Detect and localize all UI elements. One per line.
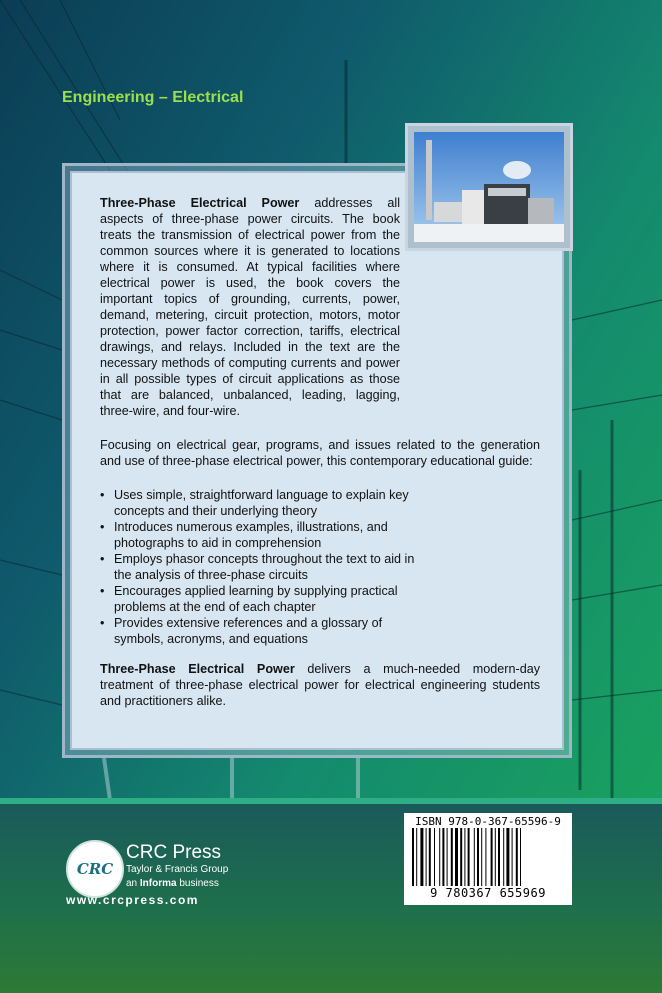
barcode-bar xyxy=(439,828,440,886)
list-item: • Provides extensive references and a glossary of symbols, acronyms, and equations xyxy=(100,615,434,647)
intro-title: Three-Phase Electrical Power xyxy=(100,196,300,210)
focus-paragraph: Focusing on electrical gear, programs, and issues related to the generation and use of three-phase electrical power, this contemporary educational guide: xyxy=(100,438,540,468)
barcode-bar xyxy=(468,828,470,886)
intro-body: addresses all aspects of three-phase power circuits. The book treats the transmission of electrical power from the common sources where it is generated to locations where it is consumed. At typical facilities where electrical power is used, the book covers the important topics of grounding, currents, power, demand, metering, circuit protection, motors, motor protection, power factor correction, tariffs, electrical drawings, and relays. Included in the text are the necessary methods of computing currents and power in all possible types of circuit applications as those that are balanced, unbalanced, leading, lagging, three-wire, and four-wire. xyxy=(100,196,400,418)
list-item: • Uses simple, straightforward language to explain key concepts and their underlying theory xyxy=(100,487,434,519)
closing-body: delivers a much-needed modern-day treatment of three-phase electrical power for electrical engineering students and practitioners alike. xyxy=(100,662,540,708)
isbn-label: ISBN 978-0-367-65596-9 xyxy=(415,815,561,828)
business-prefix: an xyxy=(126,878,140,889)
isbn-barcode xyxy=(404,813,572,905)
publisher-url[interactable]: www.crcpress.com xyxy=(66,893,199,907)
closing-paragraph xyxy=(100,661,540,709)
closing-title: Three-Phase Electrical Power xyxy=(100,662,295,676)
barcode-bar xyxy=(426,828,427,886)
publisher-business xyxy=(126,878,219,889)
barcode-bar xyxy=(460,828,462,886)
barcode-bars xyxy=(408,828,568,886)
barcode-bar xyxy=(420,828,423,886)
list-item: • Employs phasor concepts throughout the text to aid in the analysis of three-phase circuits xyxy=(100,551,434,583)
barcode-bar xyxy=(503,828,504,886)
publisher-group: Taylor & Francis Group xyxy=(126,864,229,875)
list-item: • Introduces numerous examples, illustrations, and photographs to aid in comprehension xyxy=(100,519,434,551)
barcode-bar xyxy=(447,828,448,886)
barcode-bar xyxy=(451,828,453,886)
barcode-bar xyxy=(464,828,465,886)
description-text xyxy=(100,195,540,727)
barcode-bar xyxy=(442,828,444,886)
category-label: Engineering – Electrical xyxy=(62,89,244,106)
business-suffix: business xyxy=(176,878,219,889)
barcode-bar xyxy=(434,828,435,886)
barcode-bar xyxy=(477,828,479,886)
crc-logo: CRC xyxy=(66,840,124,898)
barcode-bar xyxy=(495,828,496,886)
barcode-bar xyxy=(506,828,509,886)
barcode-bar xyxy=(498,828,500,886)
barcode-bar xyxy=(485,828,486,886)
barcode-bar xyxy=(516,828,518,886)
list-item: • Encourages applied learning by supplying practical problems at the end of each chapter xyxy=(100,583,434,615)
features-list xyxy=(100,487,540,647)
barcode-bar xyxy=(429,828,431,886)
barcode-bar xyxy=(512,828,513,886)
barcode-number: 9 780367 655969 xyxy=(430,886,546,900)
business-brand: Informa xyxy=(139,878,177,889)
barcode-bar xyxy=(455,828,458,886)
barcode-bar xyxy=(491,828,493,886)
barcode-bar xyxy=(412,828,414,886)
barcode-bar xyxy=(520,828,521,886)
intro-paragraph xyxy=(100,195,400,419)
barcode-bar xyxy=(416,828,417,886)
barcode-bar xyxy=(474,828,475,886)
publisher-name: CRC Press xyxy=(126,842,222,863)
barcode-bar xyxy=(481,828,482,886)
